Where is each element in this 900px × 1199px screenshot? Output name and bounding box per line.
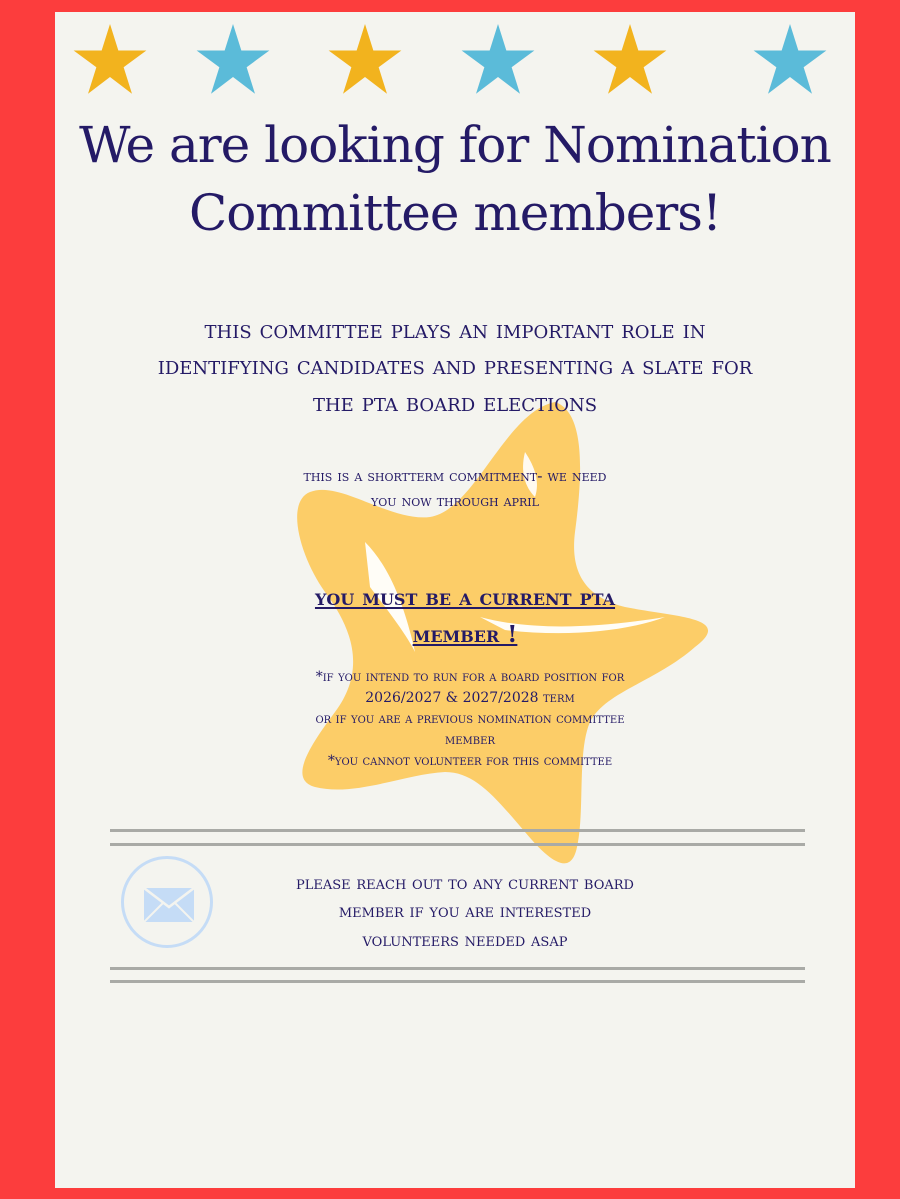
blue-star-icon	[460, 24, 536, 96]
requirement-line: you must be a current pta	[314, 584, 616, 611]
divider-line	[110, 829, 805, 832]
gold-star-icon	[327, 24, 403, 96]
role-description: this committee plays an important role in identifying candidates and presenting a slate for the pta board elections	[157, 315, 753, 417]
commitment-text	[215, 464, 695, 514]
blue-star-icon	[195, 24, 271, 96]
blue-star-icon	[752, 24, 828, 96]
note-line: 2026/2027 & 2027/2028 term	[365, 690, 575, 706]
commitment-line: this is a shortterm commitment- we need	[303, 466, 607, 485]
divider-line	[110, 980, 805, 983]
eligibility-note	[225, 667, 715, 772]
gold-star-icon	[72, 24, 148, 96]
note-line: *you cannot volunteer for this committee	[327, 753, 613, 769]
membership-requirement	[205, 580, 725, 654]
requirement-line: member !	[412, 620, 518, 648]
flyer-sheet	[55, 12, 855, 1188]
note-line: *if you intend to run for a board position for	[315, 669, 625, 685]
commitment-line: you now through april	[371, 490, 539, 510]
note-line: or if you are a previous nomination committee	[315, 711, 625, 727]
envelope-icon	[144, 888, 194, 922]
contact-line: please reach out to any current board	[296, 873, 634, 894]
gold-star-icon	[592, 24, 668, 96]
mail-circle	[121, 856, 213, 948]
note-line: member	[445, 732, 495, 748]
divider-line	[110, 843, 805, 846]
contact-line: member if you are interested	[338, 900, 592, 922]
divider-line	[110, 967, 805, 970]
contact-text	[225, 870, 705, 926]
headline: We are looking for Nomination Committee members!	[79, 116, 831, 242]
volunteers-needed: volunteers needed asap	[362, 930, 568, 951]
